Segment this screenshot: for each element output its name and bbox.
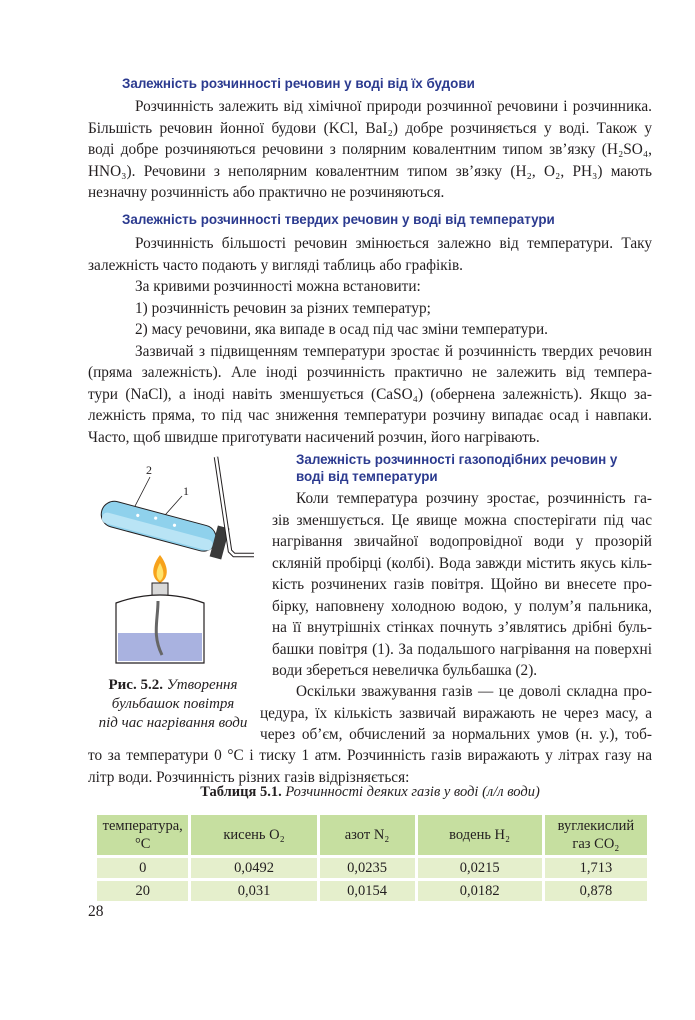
- list-item: 2) масу речовини, яка випаде в осад під час зміни температури.: [135, 321, 548, 338]
- text-line: За кривими розчинності можна встановити:: [135, 278, 421, 295]
- gas-solubility-table: [94, 812, 650, 904]
- figure-label-2: 2: [146, 463, 152, 477]
- text-line: кість розчинених газів повітря. Щойно ви внесете про-: [272, 576, 652, 593]
- text-line: скляній пробірці (колбі). Вода завжди містить якусь кіль-: [272, 554, 652, 572]
- column-header-hydrogen: водень H₂: [418, 815, 542, 855]
- figure-caption: [88, 676, 258, 733]
- text-line: воді добре розчиняються речовини з полярним ковалентним типом зв’язку (H₂SO₄,: [88, 141, 652, 158]
- text-line: Зазвичай з підвищенням температури зростає й розчинність твердих речовин: [135, 342, 652, 360]
- text-line: Коли температура розчину зростає, розчинність га-: [296, 490, 652, 507]
- heading-line: воді від температури: [296, 469, 438, 484]
- text-line: незначну розчинність або практично не розчиняються.: [88, 184, 445, 201]
- text-line: (пряма залежність). Але іноді розчинність практично не залежить від темпера-: [88, 364, 652, 381]
- section-heading-structure: Залежність розчинності речовин у воді від їх будови: [122, 76, 475, 91]
- text-line: цедура, їх кількість зазвичай виражають не через масу, а: [260, 704, 652, 722]
- text-line: Більшість речовин йонної будови (KCl, BaI₂) добре розчиняється у воді. Також у: [88, 119, 652, 137]
- table-cell: 0,0235: [320, 858, 415, 878]
- table-header-row: [97, 815, 647, 855]
- text-line: літр води. Розчинність різних газів відрізняється:: [88, 768, 410, 786]
- paragraph-solids: [88, 233, 652, 448]
- text-line: лежність пряма, то під час зниження температури розчину випадає осад і навпаки.: [88, 407, 652, 424]
- figure-caption-text: Утворення: [166, 677, 238, 693]
- table-cell: 0,0215: [418, 858, 542, 878]
- table-row: [97, 881, 647, 901]
- figure-caption-text: під час нагрівання води: [98, 715, 248, 731]
- table-caption-text: Розчинності деяких газів у воді (л/л води): [285, 784, 540, 800]
- paragraph-structure: [88, 96, 652, 204]
- section-heading-solids: Залежність розчинності твердих речовин у воді від температури: [122, 212, 555, 227]
- figure-caption-label: Рис. 5.2.: [108, 677, 163, 693]
- list-item: 1) розчинність речовин за різних температур;: [135, 299, 431, 317]
- table-cell: 0,878: [545, 881, 647, 901]
- table-caption: [88, 784, 652, 801]
- section-heading-gases: [296, 451, 652, 485]
- text-line: на її внутрішніх стінках почнуть з’являтись дрібні буль-: [272, 619, 652, 636]
- text-line: залежність часто подають у вигляді таблиць або графіків.: [88, 256, 463, 274]
- text-line: тури (NaCl), а іноді навіть зменшується (CaSO₄) (обернена залежність). Якщо за-: [88, 385, 652, 403]
- text-line: то за температури 0 °С і тиску 1 атм. Розчинність газів виражають у літрах газу на: [88, 747, 652, 764]
- text-line: бірку, наповнену холодною водою, у полум’я пальника,: [272, 597, 652, 615]
- paragraph-gases: [272, 488, 652, 682]
- table-caption-label: Таблиця 5.1.: [200, 784, 282, 800]
- text-line: Розчинність більшості речовин змінюється залежно від температури. Таку: [135, 235, 652, 252]
- text-line: Часто, щоб швидше приготувати насичений розчин, його нагрівають.: [88, 428, 540, 446]
- table-row: [97, 858, 647, 878]
- text-line: Оскільки зважування газів — це доволі складна про-: [296, 683, 652, 700]
- table-cell: 0: [97, 858, 188, 878]
- table-cell: 0,0492: [191, 858, 316, 878]
- table-cell: 1,713: [545, 858, 647, 878]
- heading-line: Залежність розчинності газоподібних речовин у: [296, 452, 618, 467]
- text-line: через об’єм, обчислений за нормальних умов (н. у.), тоб-: [260, 726, 652, 743]
- table-cell: 0,031: [191, 881, 316, 901]
- figure-label-1: 1: [183, 484, 189, 498]
- text-line: башки повітря (1). За подальшого нагрівання на поверхні: [272, 640, 652, 658]
- paragraph-gas-units: [260, 681, 652, 746]
- text-line: нагрівання звичайної водопровідної води у прозорій: [272, 533, 652, 550]
- table-cell: 20: [97, 881, 188, 901]
- test-tube-burner-figure: [88, 455, 258, 670]
- table-cell: 0,0182: [418, 881, 542, 901]
- page-number: 28: [88, 903, 104, 920]
- text-line: зів зменшується. Це явище можна спостерігати під час: [272, 511, 652, 529]
- text-line: HNO₃). Речовини з неполярним ковалентним типом зв’язку (H₂, O₂, PH₃) мають: [88, 162, 652, 180]
- column-header-nitrogen: азот N₂: [320, 815, 415, 855]
- column-header-temperature: температура, °С: [97, 815, 188, 855]
- figure-caption-text: бульбашок повітря: [111, 696, 235, 712]
- column-header-co2: вуглекислий газ CO₂: [545, 815, 647, 855]
- column-header-oxygen: кисень O₂: [191, 815, 316, 855]
- text-line: води збереться невеличка бульбашка (2).: [272, 662, 538, 679]
- text-line: Розчинність залежить від хімічної природи розчинної речовини і розчинника.: [135, 98, 652, 115]
- paragraph-gas-units-cont: [88, 745, 652, 788]
- table-cell: 0,0154: [320, 881, 415, 901]
